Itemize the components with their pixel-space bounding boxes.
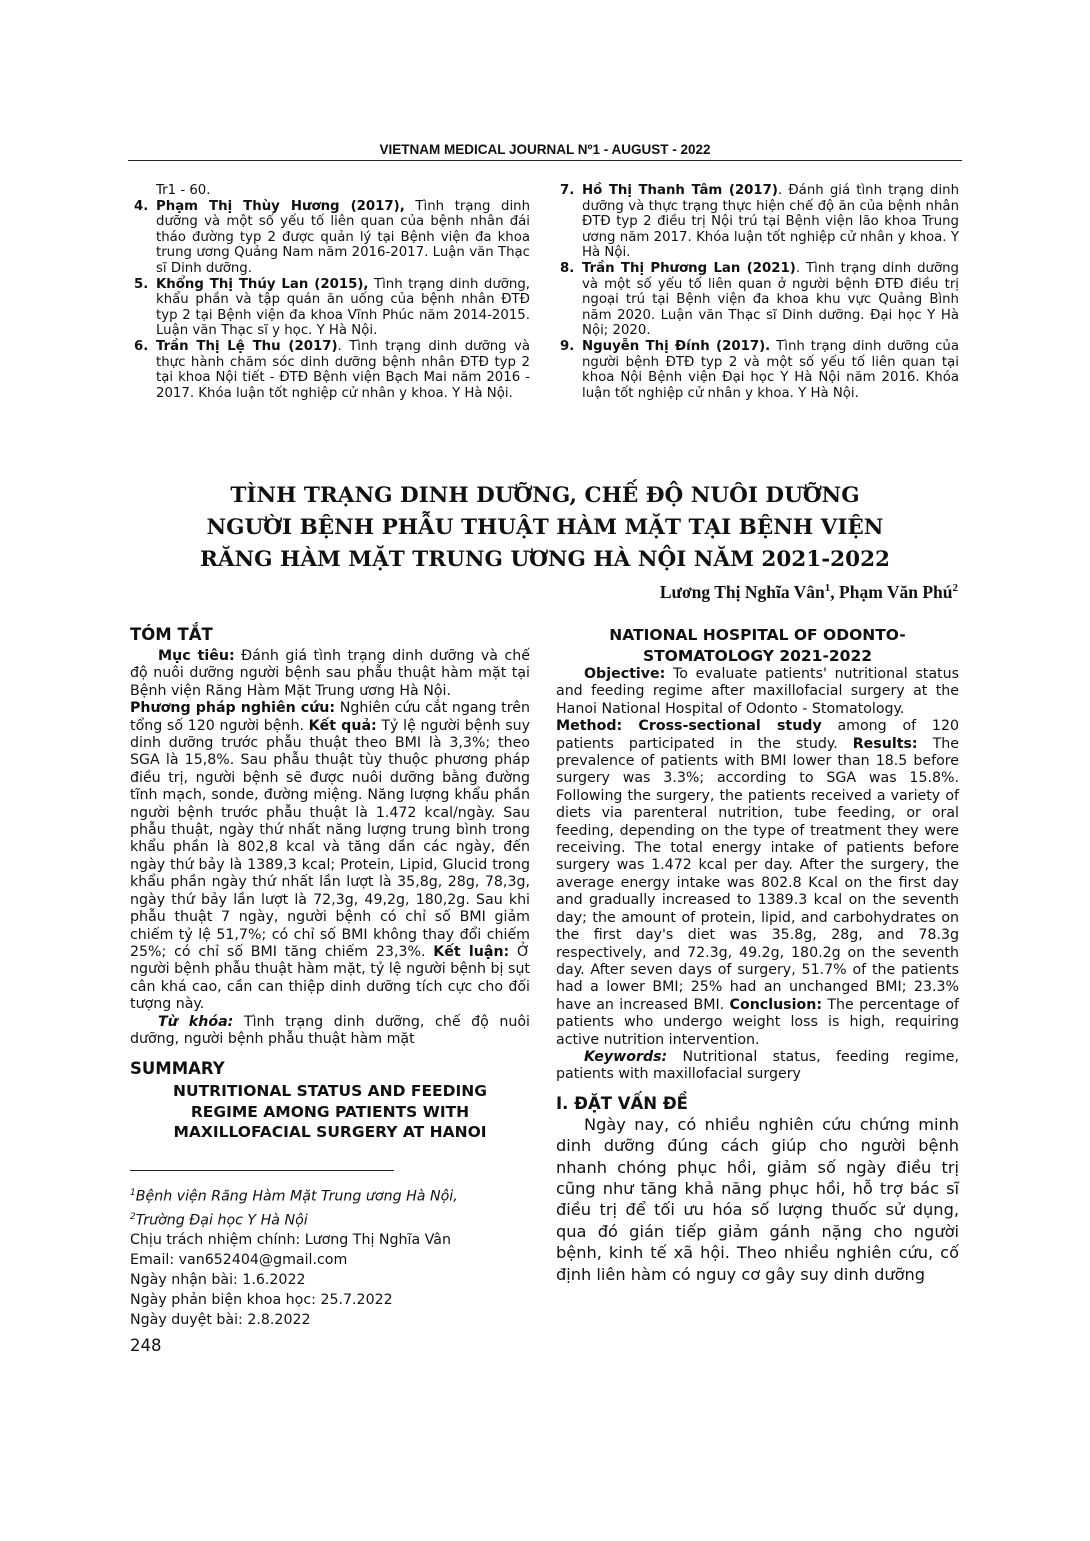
title-line: NGƯỜI BỆNH PHẪU THUẬT HÀM MẶT TẠI BỆNH VIỆN (206, 515, 884, 540)
affiliation-mark: 2 (130, 1211, 136, 1222)
article-authors (660, 582, 958, 603)
introduction-paragraph: Ngày nay, có nhiều nghiên cứu chứng minh dinh dưỡng đúng cách giúp cho người bệnh nhanh chóng phục hồi, giảm số ngày điều trị cũng như tăng khả năng phục hồi, hỗ trợ bác sĩ điều trị để tối ưu hóa số lượng thuốc sử dụng, qua đó gián tiếp giảm gánh nặng cho người bệnh, kinh tế xã hội. Theo nhiều nghiên cứu, cố định liên hàm có nguy cơ gây suy dinh dưỡng (556, 1114, 959, 1284)
affiliation-mark: 1 (824, 582, 831, 595)
reference-number: 5. (134, 276, 149, 292)
section-heading: TÓM TẮT (130, 625, 213, 644)
label: Method: Cross-sectional study (556, 718, 822, 735)
footnotes (130, 1183, 530, 1330)
affiliation-mark: 1 (130, 1188, 136, 1198)
email: Email: van652404@gmail.com (130, 1252, 348, 1269)
accepted-date: Ngày duyệt bài: 2.8.2022 (130, 1312, 311, 1329)
english-title-continued (556, 625, 959, 666)
section-heading: I. ĐẶT VẤN ĐỀ (556, 1093, 688, 1113)
article-title (120, 480, 970, 576)
introduction (556, 1114, 959, 1285)
english-title-line: MAXILLOFACIAL SURGERY AT HANOI (173, 1123, 487, 1142)
reference-item (556, 183, 959, 261)
reference-number: 4. (134, 198, 149, 214)
affiliation (130, 1207, 530, 1231)
text: To evaluate patients' nutritional status and feeding regime after maxillofacial surgery at the Hanoi National Hospital of Odonto - Stomatology. (556, 666, 959, 717)
english-title-line: STOMATOLOGY 2021-2022 (642, 646, 873, 665)
journal-header: VIETNAM MEDICAL JOURNAL Nº1 - AUGUST - 2022 (379, 142, 711, 157)
abstract-method (556, 718, 959, 1049)
reference-number: 7. (560, 183, 575, 198)
header-rule (128, 160, 962, 161)
text: The percentage of patients who undergo weight loss is high, requiring active nutrition intervention. (556, 996, 959, 1048)
abstract-objective (556, 666, 959, 718)
references-right (556, 183, 959, 401)
reference-author: Nguyễn Thị Đính (2017). (582, 338, 771, 354)
label: Kết quả: (308, 717, 377, 734)
vn-abstract (130, 625, 530, 1143)
label: Kết luận: (433, 943, 510, 960)
reference-number: 9. (560, 338, 575, 354)
text: The prevalence of patients with BMI lower than 18.5 before surgery was 3.3%; according to SGA was 15.8%. Following the surgery, the patients received a variety of diets via parenteral nutrition, tube feeding, or oral feeding, depending on the type of treatment they were receiving. The total energy intake of patients before surgery was 1.472 kcal per day. After the surgery, the average energy intake was 802.8 Kcal on the first day and gradually increased to 1389.3 kcal on the seventh day; the amount of protein, lipid, and carbohydrates on the first day's diet was 35.8g, 28g, and 78.3g respectively, and 72.3g, 49.2g, 180.2g on the seventh day. After seven days of surgery, 51.7% of the patients had a lower BMI; 25% had an unchanged BMI; 23.3% have an increased BMI. (556, 735, 960, 1013)
text: Tỷ lệ người bệnh suy dinh dưỡng trước phẫu thuật theo BMI là 3,3%; theo SGA là 15,8%. Sau phẫu thuật tùy thuộc phương pháp điều trị, người bệnh sẽ được nuôi dưỡng bằng đường tĩnh mạch, sonde, đường miệng. Năng lượng khẩu phần người bệnh trước phẫu thuật là 1.472 kcal/ngày. Sau phẫu thuật, ngày thứ nhất năng lượng trung bình trong khẩu phần là 802,8 kcal và tăng dần các ngày, đến ngày thứ bảy là 1389,3 kcal; Protein, Lipid, Glucid trong khẩu phần ngày thứ nhất lần lượt là 35,8g, 28g, 78,3g, ngày thứ bảy lần lượt là 72,3g, 49,2g, 180,2g. Sau khi phẫu thuật 7 ngày, người bệnh có chỉ số BMI giảm chiếm tỷ lệ 51,7%; có chỉ số BMI không thay đổi chiếm 25%; có chỉ số BMI tăng chiếm 23,3%. (130, 717, 530, 960)
label: Phương pháp nghiên cứu: (130, 700, 336, 717)
reference-text: Tình trạng dinh dưỡng, khẩu phần và tập quán ăn uống của bệnh nhân ĐTĐ typ 2 tại Bệnh viện đa khoa Vĩnh Phúc năm 2014-2015. Luận văn Thạc sĩ y học. Y Hà Nội. (156, 276, 530, 339)
text: Tình trạng dinh dưỡng, chế độ nuôi dưỡng, người bệnh phẫu thuật hàm mặt (130, 1013, 530, 1047)
references-left (130, 183, 530, 401)
text: Nutritional status, feeding regime, patients with maxillofacial surgery (556, 1048, 959, 1083)
text: Ở người bệnh phẫu thuật hàm mặt, tỷ lệ người bệnh bị sụt cân khá cao, cần can thiệp dinh dưỡng tích cực cho đối tượng này. (130, 943, 531, 1013)
label: Conclusion: (729, 996, 822, 1013)
reference-text: Tình trạng dinh dưỡng của người bệnh ĐTĐ typ 2 và một số yếu tố liên quan tại khoa Nội Bệnh viện Đại học Y Hà Nội năm 2016. Khóa luận tốt nghiệp cử nhân y khoa. Y Hà Nội. (582, 338, 960, 401)
reference-text: . Tình trạng dinh dưỡng và thực hành chăm sóc dinh dưỡng bệnh nhân ĐTĐ typ 2 tại khoa Nội tiết - ĐTĐ Bệnh viện Bạch Mai năm 2016 - 2017. Khóa luận tốt nghiệp cử nhân y khoa. Y Hà Nội. (156, 338, 530, 401)
abstract-keywords (556, 1049, 959, 1084)
reference-number: 8. (560, 260, 575, 276)
reference-item (130, 199, 530, 277)
text: among of 120 patients participated in the study. (556, 718, 959, 752)
author-name: Lương Thị Nghĩa Vân (659, 582, 825, 602)
title-line: TÌNH TRẠNG DINH DƯỠNG, CHẾ ĐỘ NUÔI DƯỠNG (230, 483, 860, 508)
english-title-line: NUTRITIONAL STATUS AND FEEDING (173, 1082, 487, 1101)
en-abstract (556, 625, 959, 1285)
reference-author: Trần Thị Phương Lan (2021) (582, 260, 796, 276)
reference-author: Khổng Thị Thúy Lan (2015), (156, 276, 369, 292)
author-name: Phạm Văn Phú (839, 582, 953, 602)
reference-author: Trần Thị Lệ Thu (2017) (156, 338, 338, 354)
abstract-keywords (130, 1014, 530, 1049)
text: Nghiên cứu cắt ngang trên tổng số 120 người bệnh. (130, 700, 530, 734)
reference-text: . Đánh giá tình trạng dinh dưỡng và thực trạng thực hiện chế độ ăn của bệnh nhân ĐTĐ typ 2 điều trị Nội trú tại Bệnh viện lão khoa Trung ương năm 2017. Khóa luận tốt nghiệp cử nhân y khoa. Y Hà Nội. (582, 183, 959, 261)
english-title (130, 1081, 530, 1143)
reference-text: . Tình trạng dinh dưỡng và một số yếu tố liên quan ở người bệnh ĐTĐ điều trị ngoại trú tại Bệnh viện đa khoa khu vực Quảng Bình năm 2020. Luận văn Thạc sĩ Dinh dưỡng. Đại học Y Hà Nội; 2020. (582, 260, 959, 339)
label: Results: (852, 735, 918, 752)
reference-item (556, 339, 959, 401)
reference-text: Tình trạng dinh dưỡng và một số yếu tố liên quan của bệnh nhân đái tháo đường typ 2 được quản lý tại Bệnh viện đa khoa trung ương Quảng Nam năm 2016-2017. Luận văn Thạc sĩ Dinh dưỡng. (156, 198, 530, 276)
affiliation-text: Trường Đại học Y Hà Nội (135, 1212, 308, 1229)
label: Keywords: (584, 1048, 668, 1065)
reference-author: Phạm Thị Thùy Hương (2017), (156, 198, 405, 214)
author-separator: , (830, 582, 840, 602)
abstract-method (130, 700, 530, 1013)
affiliation-text: Bệnh viện Răng Hàm Mặt Trung ương Hà Nội, (135, 1188, 458, 1205)
reference-item (556, 261, 959, 339)
label: Mục tiêu: (158, 648, 235, 664)
corresponding-author: Chịu trách nhiệm chính: Lương Thị Nghĩa Vân (130, 1232, 451, 1249)
title-line: RĂNG HÀM MẶT TRUNG ƯƠNG HÀ NỘI NĂM 2021-2022 (199, 547, 890, 572)
english-title-line: REGIME AMONG PATIENTS WITH (190, 1102, 470, 1121)
page-number: 248 (130, 1336, 162, 1355)
label: Từ khóa: (158, 1013, 234, 1030)
reference-continuation: Tr1 - 60. (156, 183, 211, 198)
abstract-objective (130, 648, 530, 700)
affiliation (130, 1183, 530, 1207)
reference-number: 6. (134, 338, 149, 354)
english-title-line: NATIONAL HOSPITAL OF ODONTO- (609, 626, 906, 644)
reference-item (130, 277, 530, 339)
label: Objective: (584, 666, 666, 682)
reference-author: Hồ Thị Thanh Tâm (2017) (582, 183, 778, 198)
footnote-rule (130, 1170, 394, 1171)
affiliation-mark: 2 (952, 582, 958, 595)
section-heading: SUMMARY (130, 1059, 225, 1079)
reviewed-date: Ngày phản biện khoa học: 25.7.2022 (130, 1292, 393, 1309)
reference-item (130, 339, 530, 401)
received-date: Ngày nhận bài: 1.6.2022 (130, 1272, 306, 1289)
text: Đánh giá tình trạng dinh dưỡng và chế độ nuôi dưỡng người bệnh sau phẫu thuật hàm mặt tại Bệnh viện Răng Hàm Mặt Trung ương Hà Nội. (130, 648, 531, 699)
